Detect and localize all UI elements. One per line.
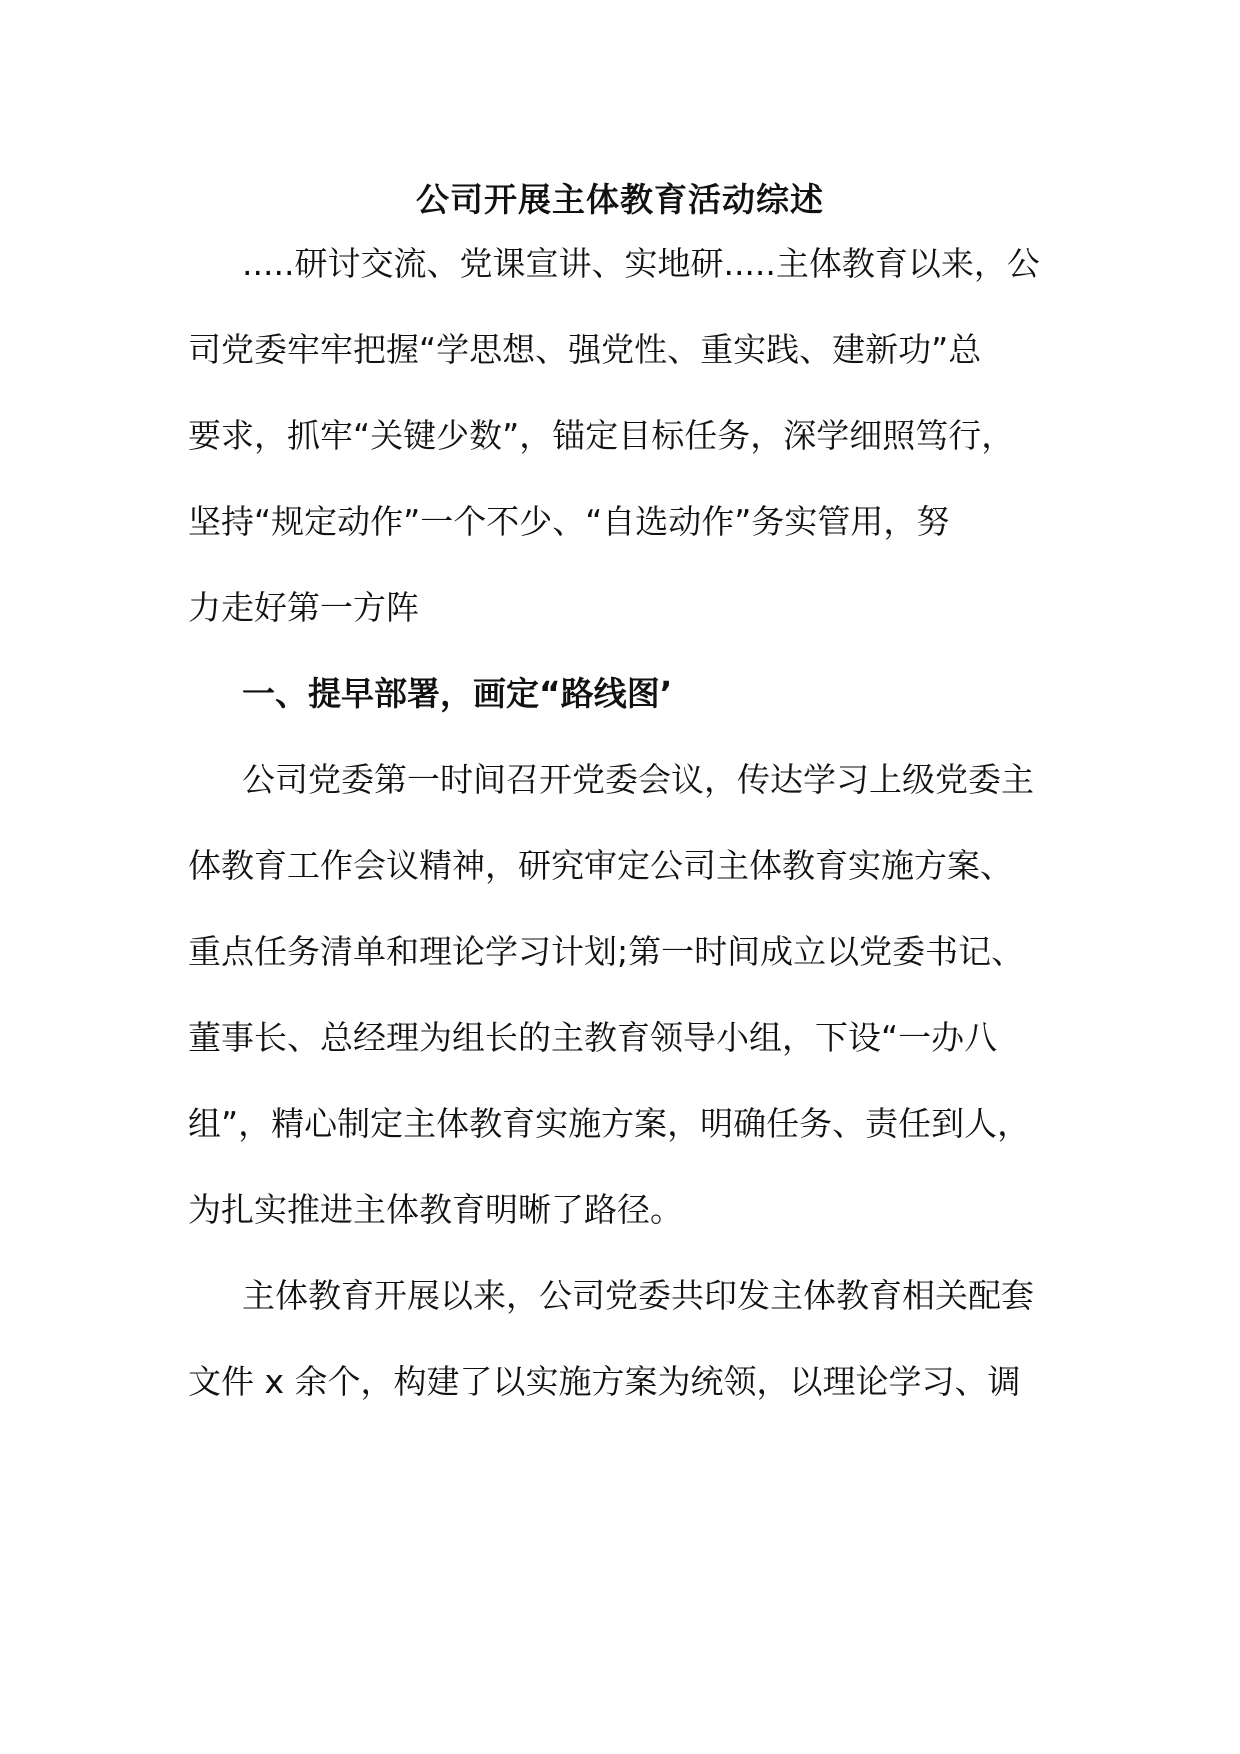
paragraph-3-line-2: 文件 x 余个，构建了以实施方案为统领，以理论学习、调	[188, 1362, 1021, 1401]
paragraph-1-line-4: 坚持“规定动作”一个不少、“自选动作”务实管用，努	[188, 502, 950, 541]
paragraph-1-line-1: .....研讨交流、党课宣讲、实地研.....主体教育以来，公	[242, 244, 1040, 283]
paragraph-2-line-2: 体教育工作会议精神，研究审定公司主体教育实施方案、	[188, 846, 1013, 885]
paragraph-1-line-2: 司党委牢牢把握“学思想、强党性、重实践、建新功”总	[188, 330, 982, 369]
paragraph-2-line-4: 董事长、总经理为组长的主教育领导小组，下设“一办八	[188, 1018, 998, 1057]
paragraph-1-line-3: 要求，抓牢“关键少数”，锚定目标任务，深学细照笃行，	[188, 416, 1015, 455]
paragraph-1-line-5: 力走好第一方阵	[188, 588, 419, 627]
paragraph-3-line-1: 主体教育开展以来，公司党委共印发主体教育相关配套	[242, 1276, 1034, 1315]
paragraph-2-line-1: 公司党委第一时间召开党委会议，传达学习上级党委主	[242, 760, 1034, 799]
section-heading-1: 一、提早部署，画定“路线图’	[242, 674, 673, 713]
paragraph-2-line-6: 为扎实推进主体教育明晰了路径。	[188, 1190, 683, 1229]
document-title: 公司开展主体教育活动综述	[416, 180, 824, 219]
paragraph-2-line-3: 重点任务清单和理论学习计划;第一时间成立以党委书记、	[188, 932, 1025, 971]
paragraph-2-line-5: 组”，精心制定主体教育实施方案，明确任务、责任到人，	[188, 1104, 1031, 1143]
